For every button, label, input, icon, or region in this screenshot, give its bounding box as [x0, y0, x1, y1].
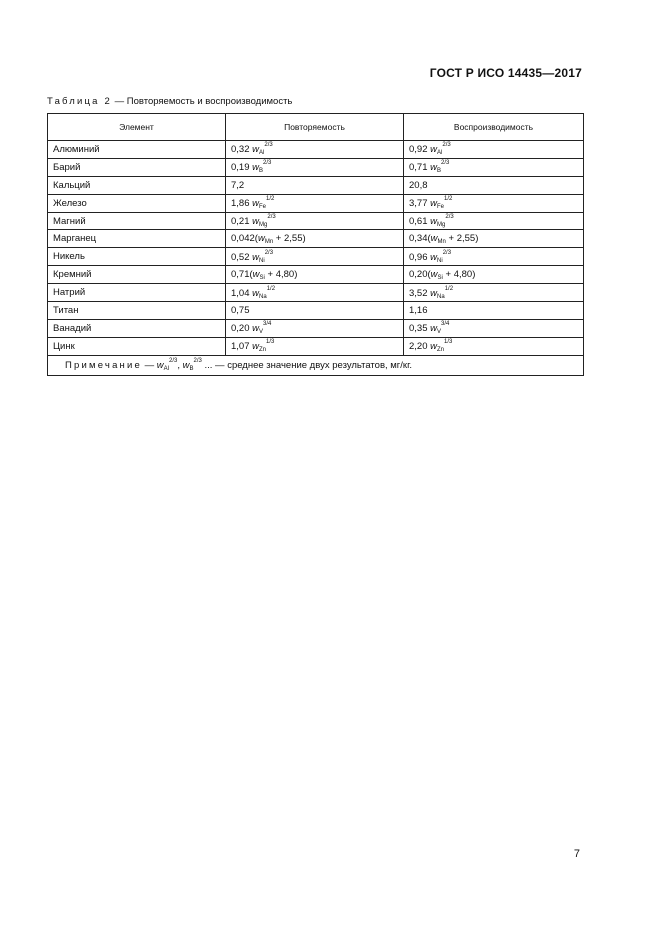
repeatability-cell — [226, 212, 404, 230]
page-number: 7 — [573, 848, 580, 860]
element-subscript: Na — [437, 293, 445, 300]
coefficient: 0,52 — [231, 251, 250, 263]
mass-fraction-symbol: w — [252, 162, 260, 174]
table-caption-text: — Повторяемость и воспроизводимость — [111, 96, 293, 107]
table-row — [48, 230, 584, 248]
element-subscript: Fe — [259, 204, 267, 211]
element-name: Железо — [48, 194, 226, 212]
mass-fraction-symbol: w — [430, 216, 438, 227]
element-name: Ванадий — [48, 319, 226, 337]
element-subscript: Zn — [437, 347, 445, 354]
exponent: 1/2 — [444, 196, 453, 203]
exponent: 2/3 — [442, 249, 452, 256]
reproducibility-cell — [404, 194, 584, 212]
exponent: 1/2 — [444, 285, 454, 292]
exponent: 2/3 — [442, 142, 451, 149]
table-note: Примечание — $w_{Al}^{2/3}$, $w_B^{2/3}$ ... — среднее значение двух результатов, мг/кг. — [48, 355, 584, 375]
coefficient: 0,61 — [409, 216, 428, 227]
element-subscript: Mg — [437, 222, 446, 228]
note-term2-exp: 2/3 — [193, 358, 202, 365]
element-name: Кремний — [48, 266, 226, 284]
reproducibility-cell — [404, 319, 584, 337]
coefficient: 0,21 — [231, 216, 250, 227]
note-term2-sub: B — [189, 366, 194, 373]
mass-fraction-symbol: w — [430, 287, 438, 299]
mass-fraction-symbol: w — [252, 216, 260, 227]
coefficient: 0,34 — [409, 232, 428, 244]
note-label: Примечание — [65, 360, 142, 372]
mass-fraction-symbol: w — [252, 341, 260, 353]
table-row — [48, 302, 584, 320]
element-name: Марганец — [48, 230, 226, 248]
note-dash: — — [142, 360, 157, 372]
element-subscript: Ni — [259, 257, 265, 264]
reproducibility-cell: $0,20(w_{Si} + 4,80)$ — [404, 266, 584, 284]
element-name: Титан — [48, 302, 226, 320]
mass-fraction-symbol: w — [430, 341, 438, 353]
exponent: 2/3 — [445, 214, 454, 220]
element-subscript: V — [437, 329, 442, 336]
mass-fraction-symbol: w — [252, 198, 260, 210]
reproducibility-cell: 20,8 — [404, 176, 584, 194]
coefficient: 0,042 — [231, 232, 255, 244]
mass-fraction-symbol: w — [430, 162, 438, 174]
repeatability-cell: $0,71(w_{Si} + 4,80)$ — [226, 266, 404, 284]
mass-fraction-symbol: w — [430, 144, 438, 156]
table-header-row — [48, 114, 584, 141]
table-row — [48, 266, 584, 284]
column-header-reproducibility: Воспроизводимость — [404, 114, 584, 141]
table-row — [48, 212, 584, 230]
reproducibility-cell — [404, 141, 584, 159]
addend: 4,80 — [275, 268, 295, 280]
table-caption — [47, 96, 292, 107]
reproducibility-cell: 1,16 — [404, 302, 584, 320]
element-name: Кальций — [48, 176, 226, 194]
element-subscript: Mg — [259, 222, 268, 228]
element-name: Алюминий — [48, 141, 226, 159]
table-row — [48, 319, 584, 337]
coefficient: 3,77 — [409, 198, 428, 210]
coefficient: 0,35 — [409, 323, 428, 335]
element-subscript: B — [259, 168, 264, 175]
mass-fraction-symbol: w — [430, 198, 438, 210]
addend: 4,80 — [453, 268, 473, 280]
reproducibility-cell — [404, 212, 584, 230]
coefficient: 0,71 — [409, 162, 428, 174]
element-subscript: B — [437, 168, 442, 175]
repeatability-cell — [226, 319, 404, 337]
element-name: Магний — [48, 212, 226, 230]
repeatability-cell — [226, 194, 404, 212]
element-subscript: Fe — [437, 204, 445, 211]
table-body — [48, 141, 584, 356]
mass-fraction-symbol: w — [252, 144, 260, 156]
element-name: Барий — [48, 158, 226, 176]
mass-fraction-symbol: w — [430, 268, 438, 280]
note-text: ... — среднее значение двух результатов, мг/кг. — [204, 360, 413, 372]
repeatability-cell: 7,2 — [226, 176, 404, 194]
precision-table — [47, 113, 584, 376]
element-subscript: V — [259, 329, 264, 336]
reproducibility-cell — [404, 284, 584, 302]
coefficient: 0,92 — [409, 144, 428, 156]
exponent: 2/3 — [264, 249, 274, 256]
mass-fraction-symbol: w — [430, 323, 438, 335]
element-name: Цинк — [48, 337, 226, 355]
table-row — [48, 248, 584, 266]
repeatability-cell — [226, 337, 404, 355]
column-header-element: Элемент — [48, 114, 226, 141]
exponent: 2/3 — [441, 160, 450, 167]
exponent: 2/3 — [263, 160, 272, 167]
repeatability-cell: $0,042(w_{Mn} + 2,55)$ — [226, 230, 404, 248]
coefficient: 0,20 — [409, 268, 428, 280]
repeatability-cell — [226, 141, 404, 159]
exponent: 1/3 — [444, 339, 453, 346]
mass-fraction-symbol: w — [430, 232, 438, 244]
repeatability-cell: 0,75 — [226, 302, 404, 320]
element-subscript: Mn — [264, 238, 274, 245]
mass-fraction-symbol: w — [430, 251, 438, 263]
coefficient: 0,20 — [231, 323, 250, 335]
table-row — [48, 141, 584, 159]
element-subscript: Ni — [437, 257, 443, 264]
repeatability-cell — [226, 248, 404, 266]
table-row — [48, 158, 584, 176]
column-header-repeatability: Повторяемость — [226, 114, 404, 141]
element-subscript: Mn — [437, 238, 446, 245]
element-subscript: Na — [259, 293, 267, 300]
coefficient: 0,71 — [231, 268, 250, 280]
addend: 2,55 — [284, 232, 303, 244]
coefficient: 0,19 — [231, 162, 250, 174]
document-standard-number: ГОСТ Р ИСО 14435—2017 — [429, 66, 582, 80]
coefficient: 3,52 — [409, 287, 428, 299]
table-row — [48, 284, 584, 302]
mass-fraction-symbol: w — [252, 251, 260, 263]
mass-fraction-symbol: w — [252, 287, 260, 299]
table-row — [48, 176, 584, 194]
table-row — [48, 337, 584, 355]
coefficient: 0,32 — [231, 144, 250, 156]
exponent: 1/3 — [266, 339, 275, 346]
element-name: Натрий — [48, 284, 226, 302]
mass-fraction-symbol: w — [257, 232, 265, 244]
coefficient: 1,07 — [231, 341, 250, 353]
coefficient: 1,04 — [231, 287, 250, 299]
coefficient: 1,86 — [231, 198, 250, 210]
reproducibility-cell — [404, 158, 584, 176]
note-term1-exp: 2/3 — [169, 358, 178, 365]
exponent: 1/2 — [266, 196, 275, 203]
element-subscript: Zn — [259, 347, 267, 354]
table-note-row — [48, 355, 584, 375]
reproducibility-cell: $0,34(w_{Mn} + 2,55)$ — [404, 230, 584, 248]
element-subscript: Si — [437, 274, 443, 281]
repeatability-cell — [226, 158, 404, 176]
exponent: 3/4 — [441, 321, 450, 328]
exponent: 1/2 — [266, 285, 276, 292]
exponent: 3/4 — [263, 321, 272, 328]
reproducibility-cell — [404, 337, 584, 355]
reproducibility-cell — [404, 248, 584, 266]
addend: 2,55 — [456, 232, 476, 244]
table-caption-label: Таблица 2 — [47, 96, 112, 107]
element-name: Никель — [48, 248, 226, 266]
coefficient: 0,96 — [409, 251, 428, 263]
element-subscript: Al — [259, 150, 265, 157]
repeatability-cell — [226, 284, 404, 302]
coefficient: 2,20 — [409, 341, 428, 353]
element-subscript: Al — [437, 150, 443, 157]
exponent: 2/3 — [264, 142, 273, 149]
exponent: 2/3 — [267, 214, 276, 220]
element-subscript: Si — [259, 274, 265, 281]
mass-fraction-symbol: w — [252, 268, 260, 280]
note-term1-sub: Al — [163, 366, 169, 373]
mass-fraction-symbol: w — [252, 323, 260, 335]
table-row — [48, 194, 584, 212]
